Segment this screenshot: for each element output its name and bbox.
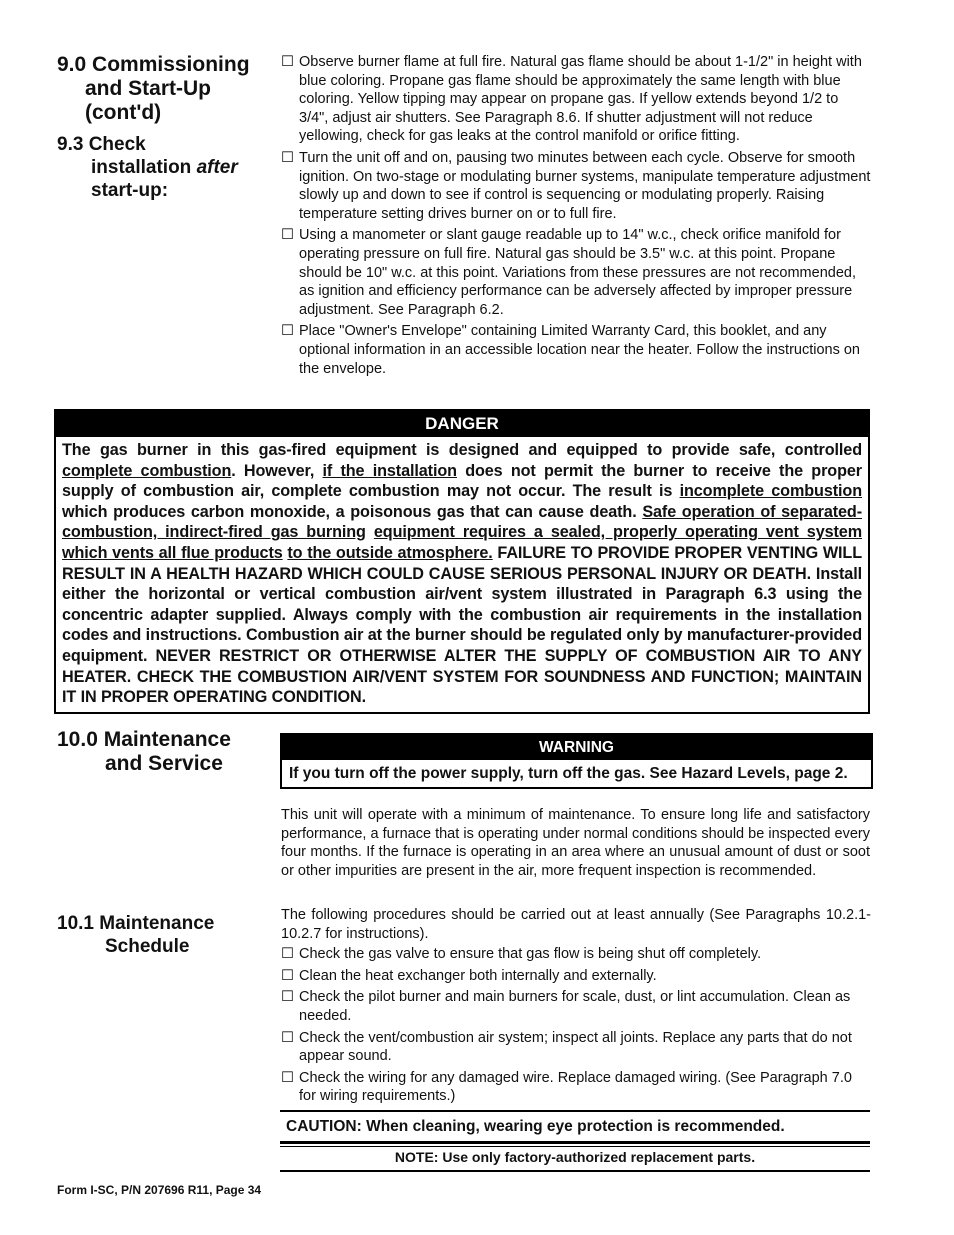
section-10-1-title: 10.1 Maintenance Schedule [57,913,215,957]
section-9-checklist [281,53,871,381]
checkbox-icon: ☐ [281,1069,294,1086]
checklist-item: ☐ Using a manometer or slant gauge readable up to 14" w.c., check orifice manifold for operating pressure on full fire. Natural gas should be 3.5" w.c. at this point. Propane should be 10" w.c. at this point. Variations from these pressures are not recommended, as ignition and efficiency performance can be adversely affected by improper pressure adjustment. See Paragraph 6.2. [281,227,856,318]
warning-box [280,733,873,789]
checkbox-icon: ☐ [281,946,294,963]
checkbox-icon: ☐ [281,989,294,1006]
maintenance-intro: This unit will operate with a minimum of maintenance. To ensure long life and satisfactory performance, a furnace that is operating under normal conditions should be inspected every four months. If the furnace is operating in an area where an unusual amount of dust or soot or other impurities are present in the air, more frequent inspection is recommended. [281,807,870,879]
page-footer: Form I-SC, P/N 207696 R11, Page 34 [57,1183,262,1197]
caution-note: CAUTION: When cleaning, wearing eye protection is recommended. [280,1110,870,1147]
checkbox-icon: ☐ [281,149,294,166]
checklist-item: ☐ Clean the heat exchanger both internally and externally. [281,967,657,984]
warning-text: If you turn off the power supply, turn off the gas. See Hazard Levels, page 2. [289,765,848,782]
checklist-item: ☐ Check the vent/combustion air system; inspect all joints. Replace any parts that do not appear sound. [281,1029,852,1065]
checkbox-icon: ☐ [281,323,294,340]
checklist-item: ☐ Check the pilot burner and main burners for scale, dust, or lint accumulation. Clean as needed. [281,989,851,1024]
checkbox-icon: ☐ [281,1029,294,1046]
danger-header: DANGER [56,411,868,437]
warning-header: WARNING [282,735,871,760]
checkbox-icon: ☐ [281,54,294,70]
checklist-item: ☐ Place "Owner's Envelope" containing Limited Warranty Card, this booklet, and any optional information in an accessible location near the heater. Follow the instructions on the envelope. [281,323,860,377]
checkbox-icon: ☐ [281,967,294,984]
maintenance-schedule [281,906,871,1109]
checklist-item: ☐ Check the gas valve to ensure that gas flow is being shut off completely. [281,946,762,963]
section-9-3-title: 9.3 Check installation after start-up: [57,134,238,201]
checklist-item: ☐ Observe burner flame at full fire. Natural gas flame should be about 1-1/2" in height with blue coloring. Propane gas flame should be approximately the same length with blue coloring. Yellow tipping may appear on propane gas. If yellow extends beyond 1/2 to 3/4", adjust air shutters. See Paragraph 8.6. If shutter adjustment will not reduce yellowing, check for gas leaks at the control manifold or orifice fitting. [281,54,862,145]
section-10-title: 10.0 Maintenance and Service [57,728,231,775]
section-9-title: 9.0 Commissioning and Start-Up (cont'd) [57,53,250,124]
checklist-item: ☐ Check the wiring for any damaged wire. Replace damaged wiring. (See Paragraph 7.0 for wiring requirements.) [281,1069,852,1105]
danger-text: The gas burner in this gas-fired equipment is designed and equipped to provide safe, controlled complete combustion. However, if the installation does not permit the burner to receive the proper supply of combustion air, complete combustion may not occur. The result is incomplete combustion which produces carbon monoxide, a poisonous gas that can cause death. Safe operation of separated-combustion, indirect-fired gas burning equipment requires a sealed, properly operating vent system which vents all flue products to the outside atmosphere. FAILURE TO PROVIDE PROPER VENTING WILL RESULT IN A HEALTH HAZARD WHICH COULD CAUSE SERIOUS PERSONAL INJURY OR DEATH. Install either the horizontal or vertical combustion air/vent system illustrated in Paragraph 6.3 using the concentric adapter supplied. Always comply with the combustion air requirements in the installation codes and instructions. Combustion air at the burner should be regulated only by manufacturer-provided equipment. NEVER RESTRICT OR OTHERWISE ALTER THE SUPPLY OF COMBUSTION AIR TO ANY HEATER. CHECK THE COMBUSTION AIR/VENT SYSTEM FOR SOUNDNESS AND FUNCTION; MAINTAIN IT IN PROPER OPERATING CONDITION. [62,441,862,707]
danger-box [54,409,870,714]
schedule-intro: The following procedures should be carried out at least annually (See Paragraphs 10.2.1-10.2.7 for instructions). [281,907,871,942]
checkbox-icon: ☐ [281,227,294,244]
checklist-item: ☐ Turn the unit off and on, pausing two minutes between each cycle. Observe for smooth ignition. On two-stage or modulating burner systems, manipulate temperature adjustment slowly up and down to see if control is sequencing or modulating properly. Raising temperature setting drives burner on or to full fire. [281,149,871,222]
replacement-parts-note: NOTE: Use only factory-authorized replacement parts. [280,1141,870,1172]
